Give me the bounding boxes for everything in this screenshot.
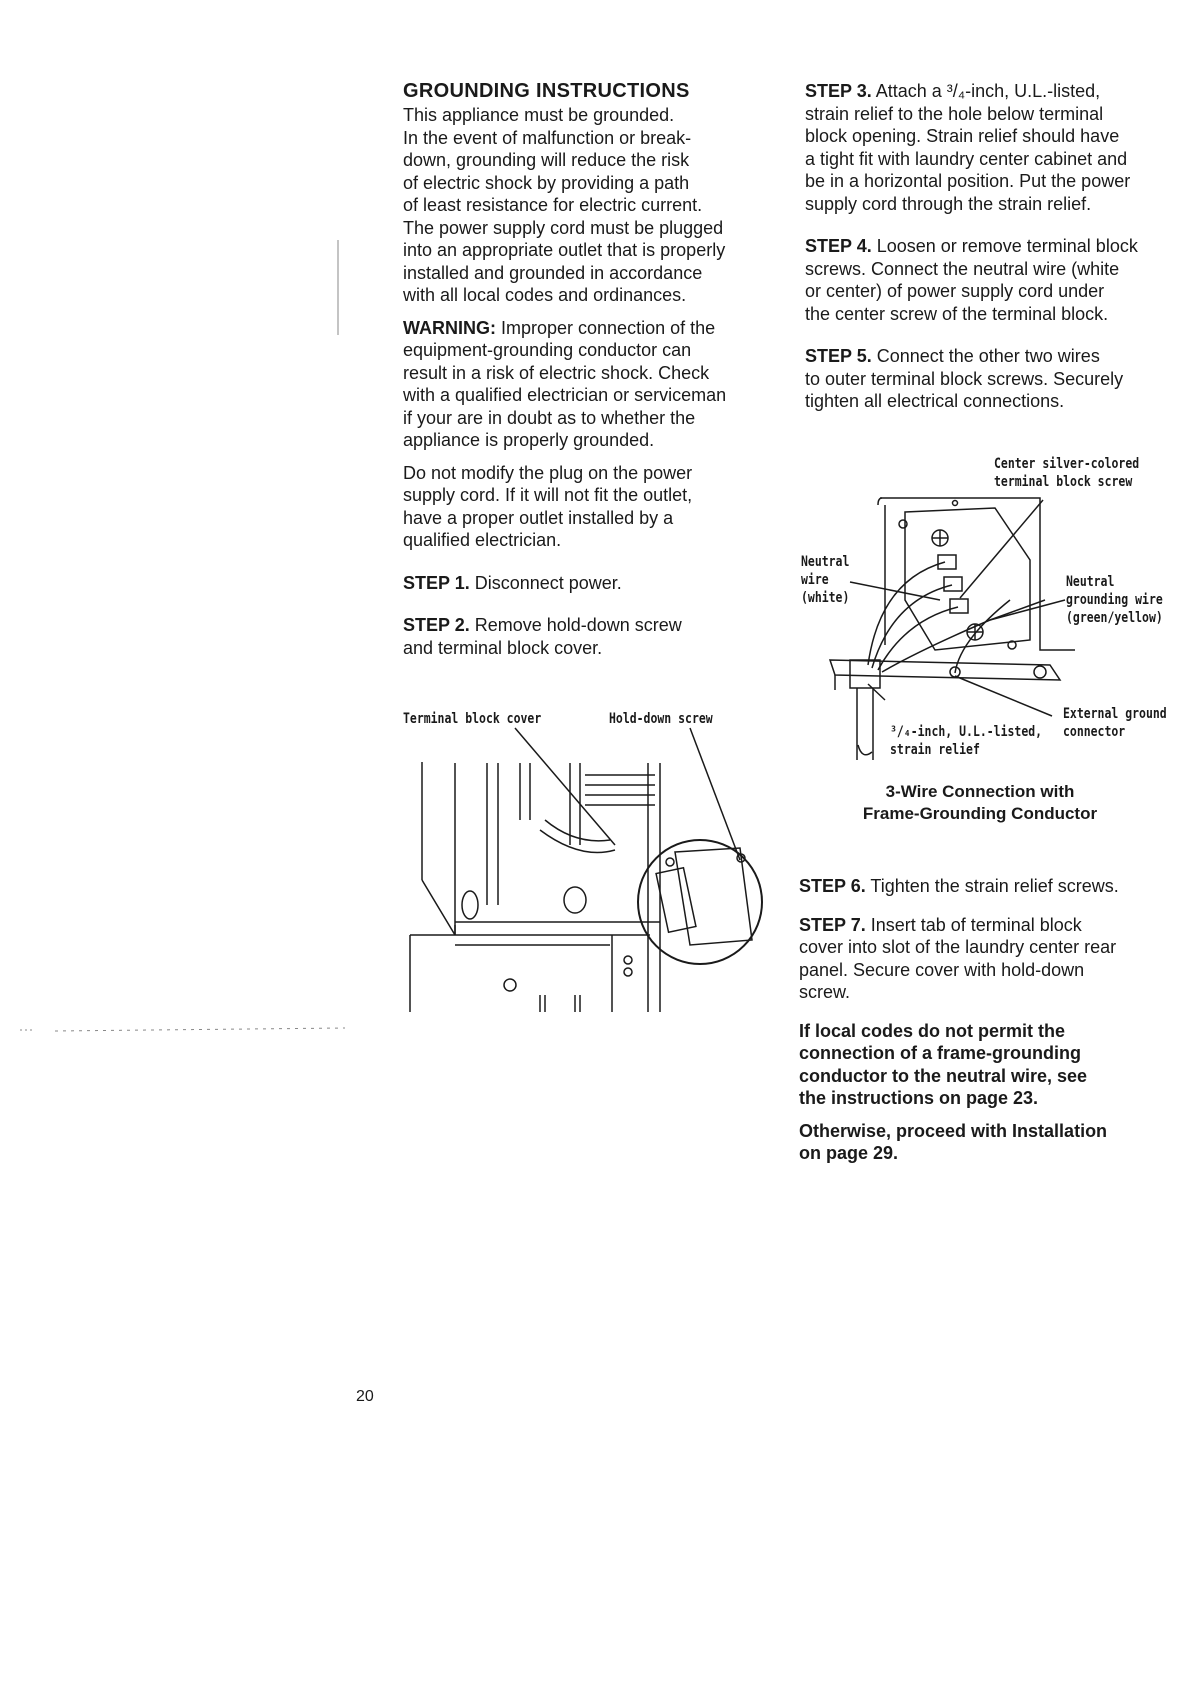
label-line: strain relief: [890, 742, 980, 758]
label-line: connector: [1063, 724, 1126, 740]
warning-label: WARNING:: [403, 317, 496, 338]
text-span: Tighten the strain relief screws.: [865, 876, 1119, 896]
terminal-block-cover-label: Terminal block cover: [403, 711, 542, 727]
proceed-note: [799, 1120, 1189, 1165]
step-label: STEP 3.: [805, 81, 872, 101]
text-line: cover into slot of the laundry center rear: [799, 937, 1117, 957]
text-line: This appliance must be grounded.: [403, 105, 675, 125]
text-line: [403, 614, 803, 637]
text-line: or center) of power supply cord under: [805, 281, 1105, 301]
text-line: the center screw of the terminal block.: [805, 303, 1109, 324]
label-line: ³/₄-inch, U.L.-listed,: [890, 724, 1043, 740]
section-heading: GROUNDING INSTRUCTIONS: [403, 80, 690, 102]
text-span: Connect the other two wires: [871, 346, 1100, 366]
text-line: [805, 80, 1190, 103]
step-3: [805, 80, 1190, 215]
text-line: supply cord. If it will not fit the outlet,: [403, 485, 693, 505]
text-line: panel. Secure cover with hold-down: [799, 959, 1085, 980]
label-line: Neutral: [1066, 574, 1115, 590]
text-line: equipment-grounding conductor can: [403, 340, 692, 360]
text-line: a tight fit with laundry center cabinet and: [805, 148, 1128, 169]
label-line: wire: [801, 572, 829, 588]
right-column-lower: [799, 875, 1189, 1165]
text-line: on page 29.: [799, 1143, 899, 1163]
text-line: of electric shock by providing a path: [403, 172, 690, 193]
text-line: with all local codes and ordinances.: [403, 285, 687, 305]
text-span: Disconnect power.: [469, 572, 622, 593]
text-line: connection of a frame-grounding: [799, 1043, 1081, 1063]
text-line: [799, 875, 1189, 898]
strain-relief-label: [890, 723, 1042, 759]
text-line: Do not modify the plug on the power: [403, 462, 693, 483]
text-line: screw.: [799, 982, 851, 1002]
label-line: terminal block screw: [994, 474, 1133, 490]
text-line: [403, 572, 803, 595]
text-line: with a qualified electrician or serviceman: [403, 385, 727, 405]
label-line: Neutral: [801, 554, 850, 570]
plug-paragraph: [403, 462, 803, 552]
text-line: conductor to the neutral wire, see: [799, 1065, 1088, 1086]
hold-down-screw-label: Hold-down screw: [609, 711, 713, 727]
external-ground-label: [1063, 705, 1167, 741]
step-1: [403, 572, 803, 595]
text-line: have a proper outlet installed by a: [403, 507, 674, 528]
page-number: 20: [356, 1388, 374, 1405]
text-line: into an appropriate outlet that is properly: [403, 240, 726, 260]
text-span: Remove hold-down screw: [469, 615, 682, 635]
text-line: The power supply cord must be plugged: [403, 217, 724, 238]
text-line: In the event of malfunction or break-: [403, 127, 692, 148]
text-line: supply cord through the strain relief.: [805, 193, 1092, 214]
text-span: Attach a ³/₄-inch, U.L.-listed,: [871, 81, 1101, 101]
step-label: STEP 7.: [799, 914, 866, 935]
text-line: of least resistance for electric current.: [403, 195, 703, 215]
text-line: [805, 235, 1190, 258]
center-screw-label: [994, 455, 1139, 491]
text-line: screws. Connect the neutral wire (white: [805, 258, 1120, 279]
text-line: be in a horizontal position. Put the power: [805, 171, 1131, 191]
step-label: STEP 6.: [799, 876, 866, 896]
step-4: [805, 235, 1190, 325]
label-line: grounding wire: [1066, 592, 1163, 608]
text-line: down, grounding will reduce the risk: [403, 150, 690, 170]
text-line: block opening. Strain relief should have: [805, 126, 1120, 146]
text-span: Loosen or remove terminal block: [871, 236, 1138, 256]
text-line: strain relief to the hole below terminal: [805, 103, 1104, 124]
text-span: Improper connection of the: [496, 317, 716, 338]
text-line: appliance is properly grounded.: [403, 430, 655, 450]
figure-caption: [820, 781, 1140, 825]
text-line: if your are in doubt as to whether the: [403, 407, 696, 428]
step-label: STEP 5.: [805, 346, 872, 366]
caption-line: Frame-Grounding Conductor: [862, 804, 1098, 823]
text-line: qualified electrician.: [403, 530, 562, 550]
step-label: STEP 2.: [403, 615, 470, 635]
step-6: [799, 875, 1189, 898]
text-line: [799, 914, 1189, 937]
text-line: tighten all electrical connections.: [805, 391, 1065, 411]
warning-paragraph: [403, 317, 803, 452]
text-span: Insert tab of terminal block: [865, 914, 1082, 935]
neutral-wire-label: [801, 553, 849, 607]
label-line: External ground: [1063, 706, 1167, 722]
right-column: [805, 80, 1190, 413]
intro-paragraph: [403, 104, 803, 307]
text-line: the instructions on page 23.: [799, 1088, 1039, 1108]
label-line: (white): [801, 590, 850, 606]
step-2: [403, 614, 803, 659]
text-line: result in a risk of electric shock. Check: [403, 362, 710, 383]
text-line: [805, 345, 1190, 368]
label-line: Center silver-colored: [994, 456, 1140, 472]
step-label: STEP 4.: [805, 236, 872, 256]
local-codes-note: [799, 1020, 1189, 1110]
step-5: [805, 345, 1190, 413]
text-line: installed and grounded in accordance: [403, 262, 703, 283]
left-column: [403, 80, 803, 659]
step-label: STEP 1.: [403, 572, 470, 593]
text-line: to outer terminal block screws. Securely: [805, 368, 1124, 389]
text-line: [403, 317, 803, 340]
neutral-ground-label: [1066, 573, 1163, 627]
caption-line: 3-Wire Connection with: [885, 782, 1075, 801]
step-7: [799, 914, 1189, 1004]
label-line: (green/yellow): [1066, 610, 1163, 626]
text-line: Otherwise, proceed with Installation: [799, 1120, 1108, 1141]
text-line: If local codes do not permit the: [799, 1020, 1066, 1041]
text-line: and terminal block cover.: [403, 637, 603, 658]
